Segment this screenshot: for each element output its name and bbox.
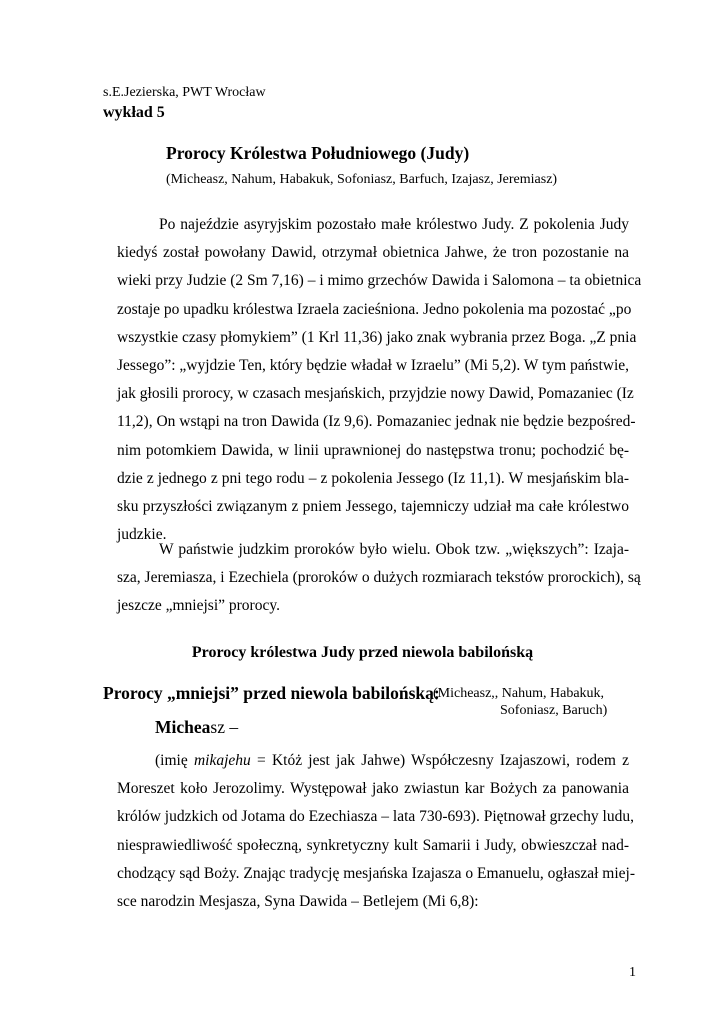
micheasz-name-bold: Michea [155, 717, 211, 737]
text-line: królów judzkich od Jotama do Ezechiasza – lata 730-693). Piętnował grzechy ludu, [117, 808, 634, 826]
subsection-list-line2: Sofoniasz, Baruch) [500, 703, 608, 718]
italic-term: mikajehu [193, 752, 251, 769]
text-line: Moreszet koło Jerozolimy. Występował jako zwiastun kar Bożych za panowania [117, 780, 629, 798]
page-title: Prorocy Królestwa Południowego (Judy) [166, 143, 470, 163]
paragraph-prophets [117, 536, 641, 621]
text-line: 11,2), On wstąpi na tron Dawida (Iz 9,6). Pomazaniec jednak nie będzie bezpośred- [117, 413, 636, 431]
text-line: Po najeździe asyryjskim pozostało małe królestwo Judy. Z pokolenia Judy [159, 216, 629, 233]
subsection-heading: Prorocy „mniejsi” przed niewola babilońską: [103, 683, 440, 703]
text-line: judzkie. [117, 526, 167, 544]
page-number: 1 [629, 965, 636, 980]
text-line [117, 747, 629, 775]
text-line: chodzący sąd Boży. Znając tradycję mesjańska Izajasza o Emanuelu, ogłaszał miej- [117, 864, 636, 882]
text-line: wszystkie czasy płomykiem” (1 Krl 11,36) jako znak wybrania przez Boga. „Z pnia [117, 328, 637, 346]
text-fragment: (imię [155, 752, 194, 769]
paragraph-micheasz [117, 747, 636, 916]
author-line: s.E.Jezierska, PWT Wrocław [103, 85, 266, 100]
subsection-list-line1: (Micheasz,, Nahum, Habakuk, [433, 686, 605, 701]
text-line: wieki przy Judzie (2 Sm 7,16) – i mimo grzechów Dawida i Salomona – ta obietnica [117, 272, 642, 290]
text-line: niesprawiedliwość społeczną, synkretyczny kult Samarii i Judy, obwieszczał nad- [117, 836, 629, 854]
text-line: sza, Jeremiasza, i Ezechiela (proroków o dużych rozmiarach tekstów prorockich), są [117, 569, 641, 587]
text-line: jeszcze „mniejsi” prorocy. [117, 597, 280, 615]
text-line: nim potomkiem Dawida, w linii uprawnionej do następstwa tronu; pochodzić bę- [117, 441, 629, 459]
text-line: kiedyś został powołany Dawid, otrzymał obietnica Jahwe, że tron pozostanie na [117, 244, 629, 262]
micheasz-heading [155, 717, 238, 738]
text-fragment: = Któż jest jak Jahwe) Współczesny Izajaszowi, rodem z [250, 752, 629, 769]
text-line: zostaje po upadku królestwa Izraela zacieśniona. Jedno pokolenia ma pozostać „po [117, 300, 632, 318]
text-line: W państwie judzkim proroków było wielu. Obok tzw. „większych”: Izaja- [159, 541, 629, 558]
micheasz-name-rest: sz – [210, 717, 239, 737]
text-line: sce narodzin Mesjasza, Syna Dawida – Betlejem (Mi 6,8): [117, 893, 479, 911]
text-line: dzie z jednego z pni tego rodu – z pokolenia Jessego (Iz 11,1). W mesjańskim bla- [117, 469, 629, 487]
text-line: sku przyszłości związanym z pniem Jessego, tajemniczy udział ma całe królestwo [117, 498, 629, 516]
prophets-list: (Micheasz, Nahum, Habakuk, Sofoniasz, Barfuch, Izajasz, Jeremiasz) [166, 172, 558, 187]
lecture-label: wykład 5 [103, 104, 165, 121]
text-line: Jessego”: „wyjdzie Ten, który będzie władał w Izraelu” (Mi 5,2). W tym państwie, [117, 357, 629, 375]
paragraph-intro [117, 211, 642, 549]
text-line: jak głosili prorocy, w czasach mesjańskich, przyjdzie nowy Dawid, Pomazaniec (Iz [117, 385, 634, 403]
section-title: Prorocy królestwa Judy przed niewola babilońską [191, 644, 534, 661]
